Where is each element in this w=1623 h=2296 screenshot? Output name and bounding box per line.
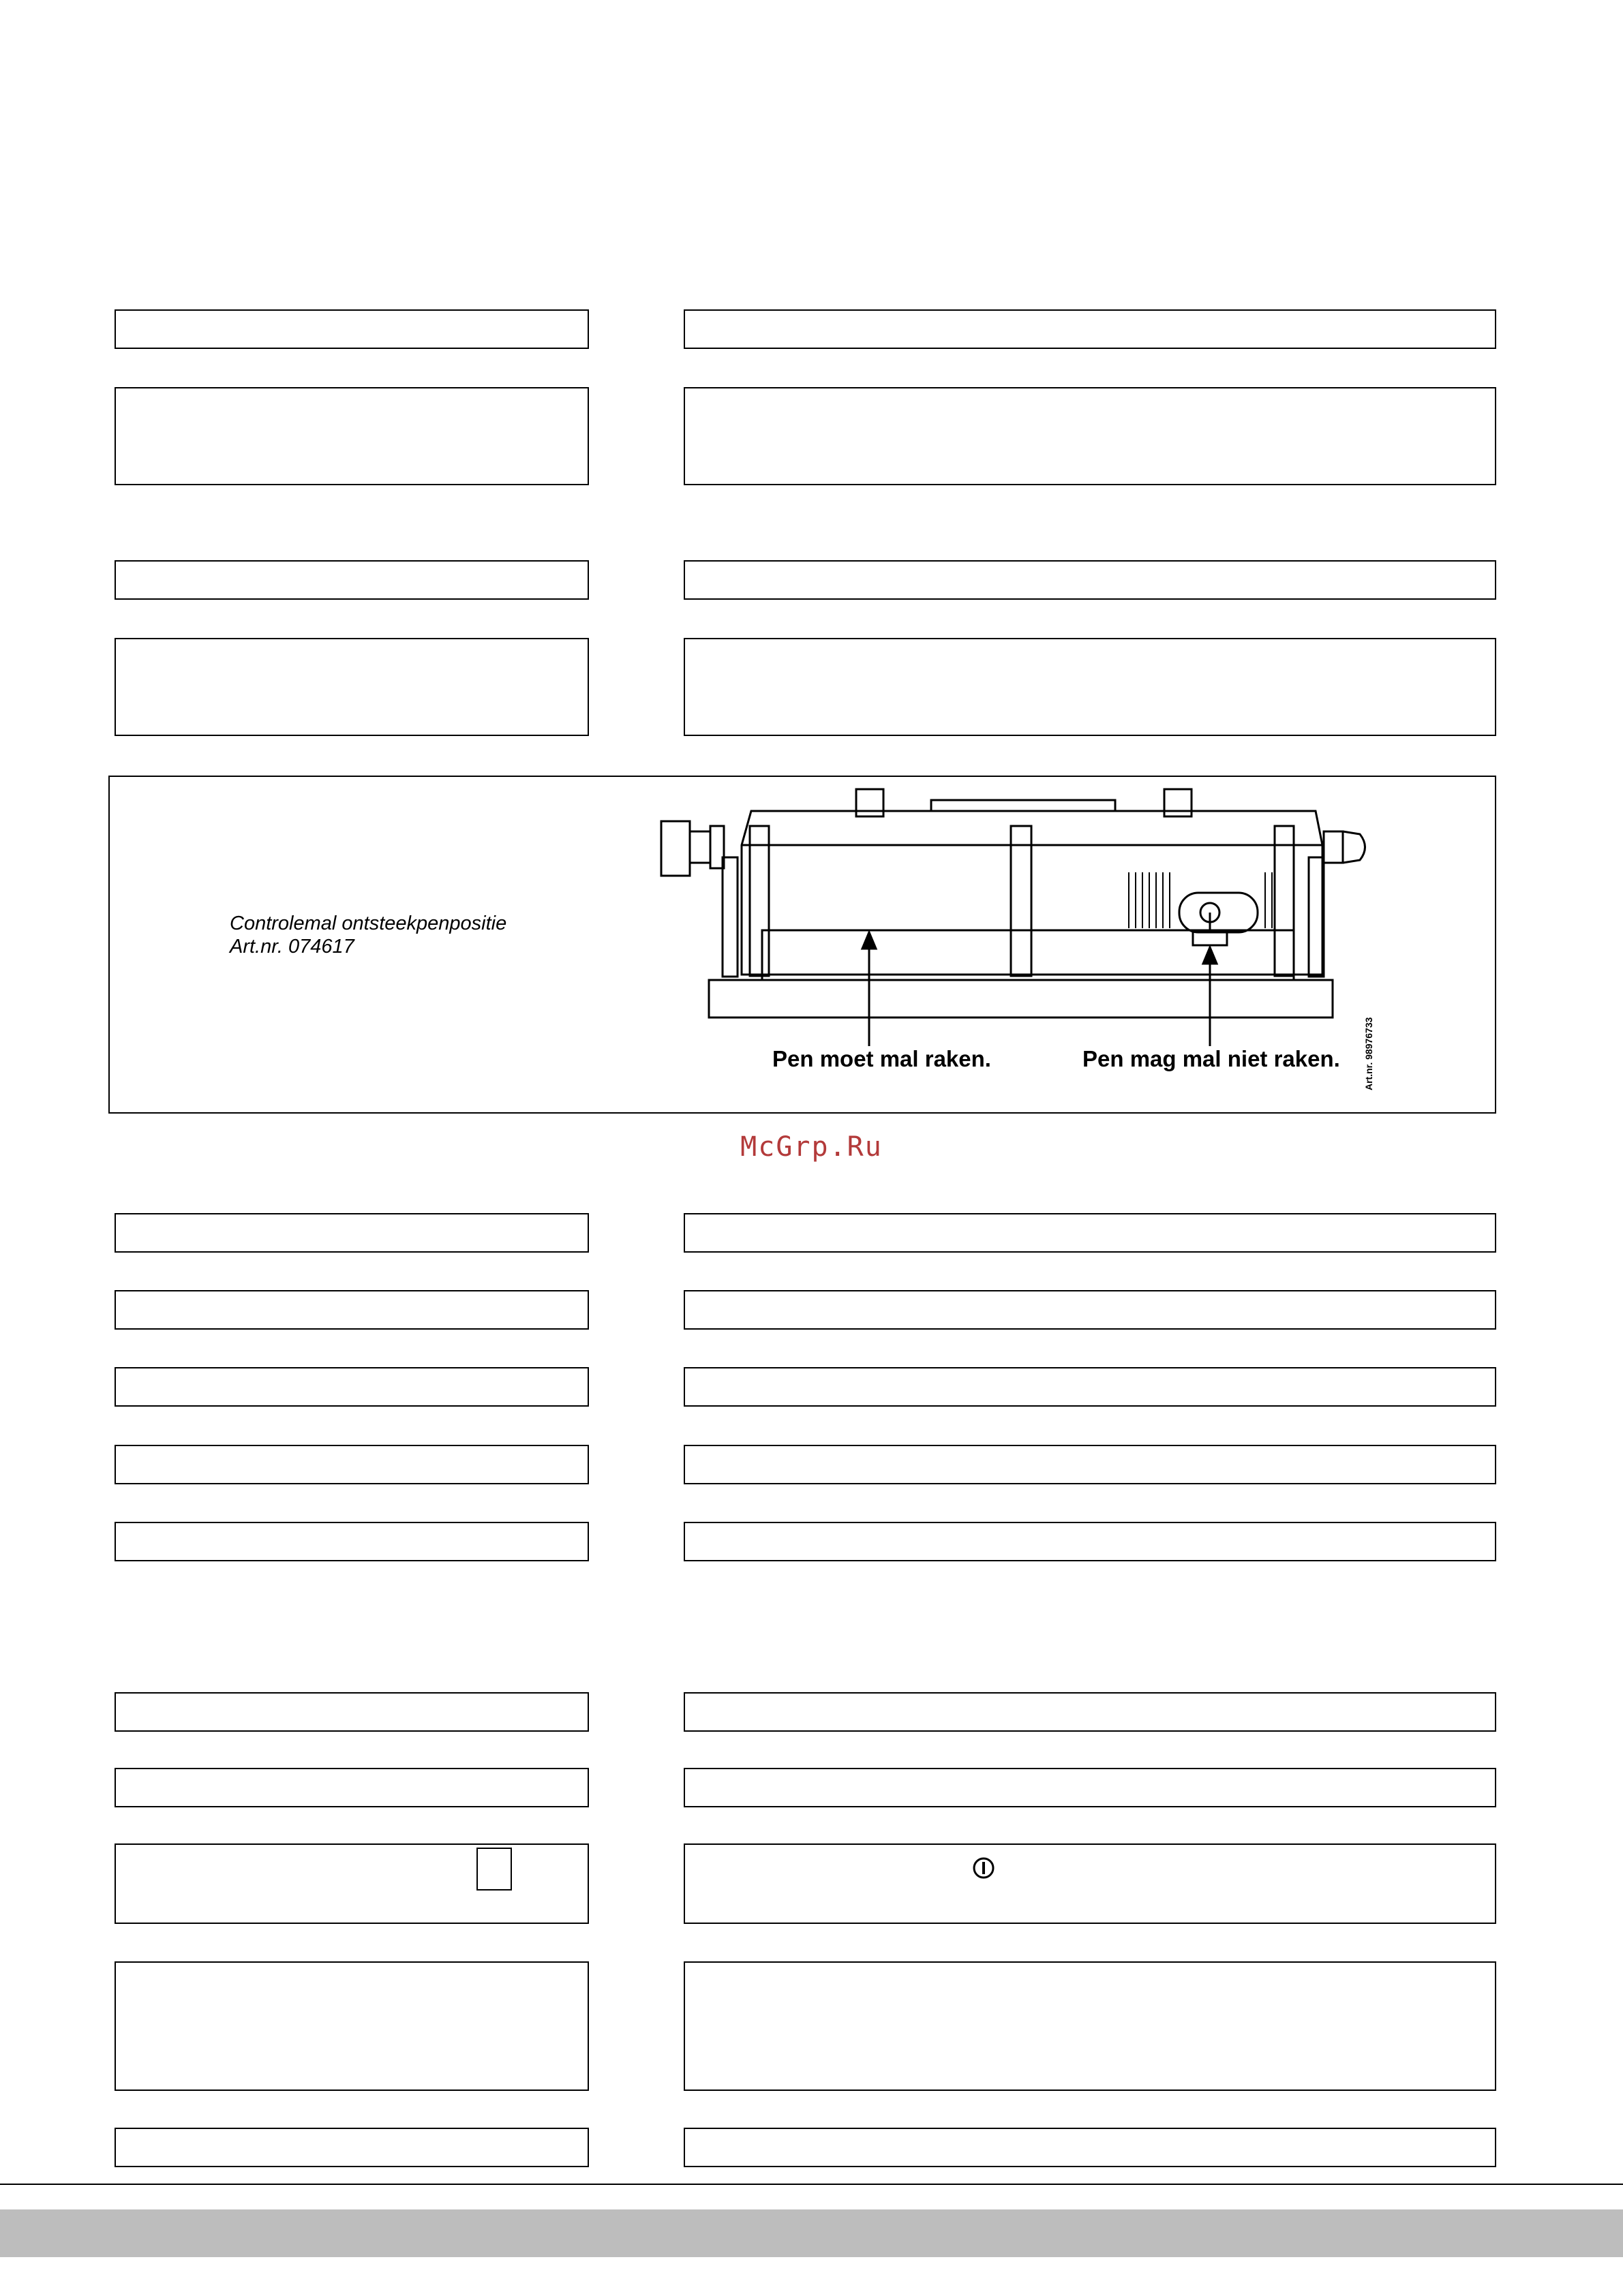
left-box-11 <box>115 1768 589 1807</box>
figure-caption <box>230 912 506 958</box>
left-box-4 <box>115 638 589 736</box>
right-box-12 <box>684 1843 1496 1924</box>
right-box-8 <box>684 1445 1496 1484</box>
label-pen-must-not-touch: Pen mag mal niet raken. <box>1082 1046 1340 1071</box>
right-box-5 <box>684 1213 1496 1253</box>
left-box-3 <box>115 560 589 600</box>
figure-caption-title: Controlemal ontsteekpenpositie <box>230 913 507 934</box>
left-box-5 <box>115 1213 589 1253</box>
info-circle-icon <box>972 1856 995 1880</box>
figure-caption-artnr: Art.nr. 074617 <box>230 936 354 958</box>
right-box-9 <box>684 1522 1496 1561</box>
art-number-vertical: Art.nr. 98976733 <box>1363 1017 1374 1090</box>
left-box-7 <box>115 1367 589 1407</box>
right-box-13 <box>684 1961 1496 2091</box>
left-box-1 <box>115 309 589 349</box>
right-box-2 <box>684 387 1496 485</box>
right-box-7 <box>684 1367 1496 1407</box>
label-pen-must-touch: Pen moet mal raken. <box>772 1046 991 1071</box>
left-box-9 <box>115 1522 589 1561</box>
left-box-10 <box>115 1692 589 1732</box>
right-box-3 <box>684 560 1496 600</box>
footer-band <box>0 2209 1623 2257</box>
burner-diagram <box>648 777 1397 1077</box>
left-box-13 <box>115 1961 589 2091</box>
left-box-8 <box>115 1445 589 1484</box>
right-box-10 <box>684 1692 1496 1732</box>
left-box-12 <box>115 1843 589 1924</box>
footer-rule <box>0 2184 1623 2185</box>
right-box-14 <box>684 2128 1496 2167</box>
watermark: McGrp.Ru <box>740 1131 883 1163</box>
left-box-2 <box>115 387 589 485</box>
right-box-6 <box>684 1290 1496 1330</box>
right-box-11 <box>684 1768 1496 1807</box>
right-box-1 <box>684 309 1496 349</box>
checkbox-square <box>476 1848 512 1891</box>
left-box-6 <box>115 1290 589 1330</box>
left-box-14 <box>115 2128 589 2167</box>
right-box-4 <box>684 638 1496 736</box>
